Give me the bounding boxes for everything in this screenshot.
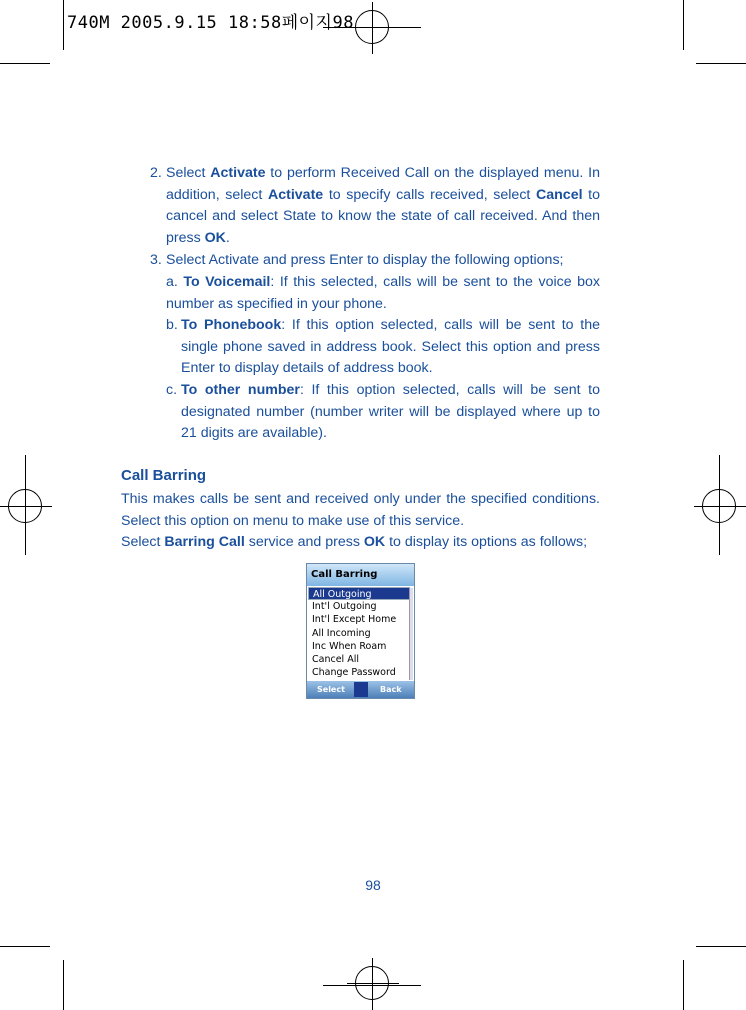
section-paragraph: Select Barring Call service and press OK to display its options as follows; [121, 534, 588, 550]
registration-mark-icon [347, 2, 399, 54]
menu-item[interactable]: Inc When Roam [312, 640, 387, 652]
step-number: 2. [150, 165, 162, 181]
menu-item[interactable]: Change Password [312, 667, 396, 679]
phone-screen-title: Call Barring [307, 564, 414, 586]
crop-mark [696, 63, 746, 64]
option-b: To Phonebook: If this option selected, calls will be sent to the single phone saved in address book. Select this option and press Enter to display details of address book. [181, 317, 601, 377]
option-a: a. To Voicemail: If this selected, calls will be sent to the voice box number as specified in your phone. [166, 274, 600, 312]
page-number: 98 [365, 877, 381, 893]
menu-item[interactable]: All Outgoing [308, 587, 410, 600]
crop-mark [719, 455, 720, 555]
crop-mark [0, 63, 50, 64]
step-number: 3. [150, 252, 162, 268]
registration-mark-icon [694, 481, 746, 533]
option-b-number: b. [166, 317, 178, 333]
back-softkey[interactable]: Back [380, 685, 402, 694]
option-c-number: c. [166, 382, 178, 398]
registration-mark-icon [0, 481, 52, 533]
menu-item[interactable]: Int'l Except Home [312, 614, 397, 626]
step-3-text: Select Activate and press Enter to display the following options; [166, 252, 564, 268]
crop-mark [696, 946, 746, 947]
menu-item[interactable]: Int'l Outgoing [312, 601, 377, 613]
menu-item[interactable]: Cancel All [312, 653, 359, 665]
crop-mark [63, 0, 64, 50]
crop-mark [683, 960, 684, 1010]
step-2-text: Select Activate to perform Received Call on the displayed menu. In addition, select Activate to specify calls received, select Cancel to cancel and select State to know the state of call received. And then press OK. [166, 165, 600, 246]
section-paragraph: This makes calls be sent and received only under the specified conditions. Select this option on menu to make use of this service. [121, 491, 600, 529]
crop-mark [0, 946, 50, 947]
center-key-icon [354, 682, 368, 697]
section-heading: Call Barring [121, 467, 207, 484]
print-header: 740M 2005.9.15 18:58페이지98 [67, 13, 354, 33]
softkey-bar [307, 681, 414, 698]
menu-list [308, 587, 410, 681]
phone-screenshot [306, 563, 415, 699]
option-c: To other number: If this option selected, calls will be sent to designated number (number writer will be displayed where up to 21 digits are available). [181, 382, 600, 442]
scrollbar[interactable] [409, 588, 413, 680]
crop-mark [25, 455, 26, 555]
crop-mark [63, 960, 64, 1010]
menu-item[interactable]: All Incoming [312, 627, 371, 639]
select-softkey[interactable]: Select [317, 685, 345, 694]
registration-mark-icon [347, 958, 399, 1010]
crop-mark [683, 0, 684, 50]
